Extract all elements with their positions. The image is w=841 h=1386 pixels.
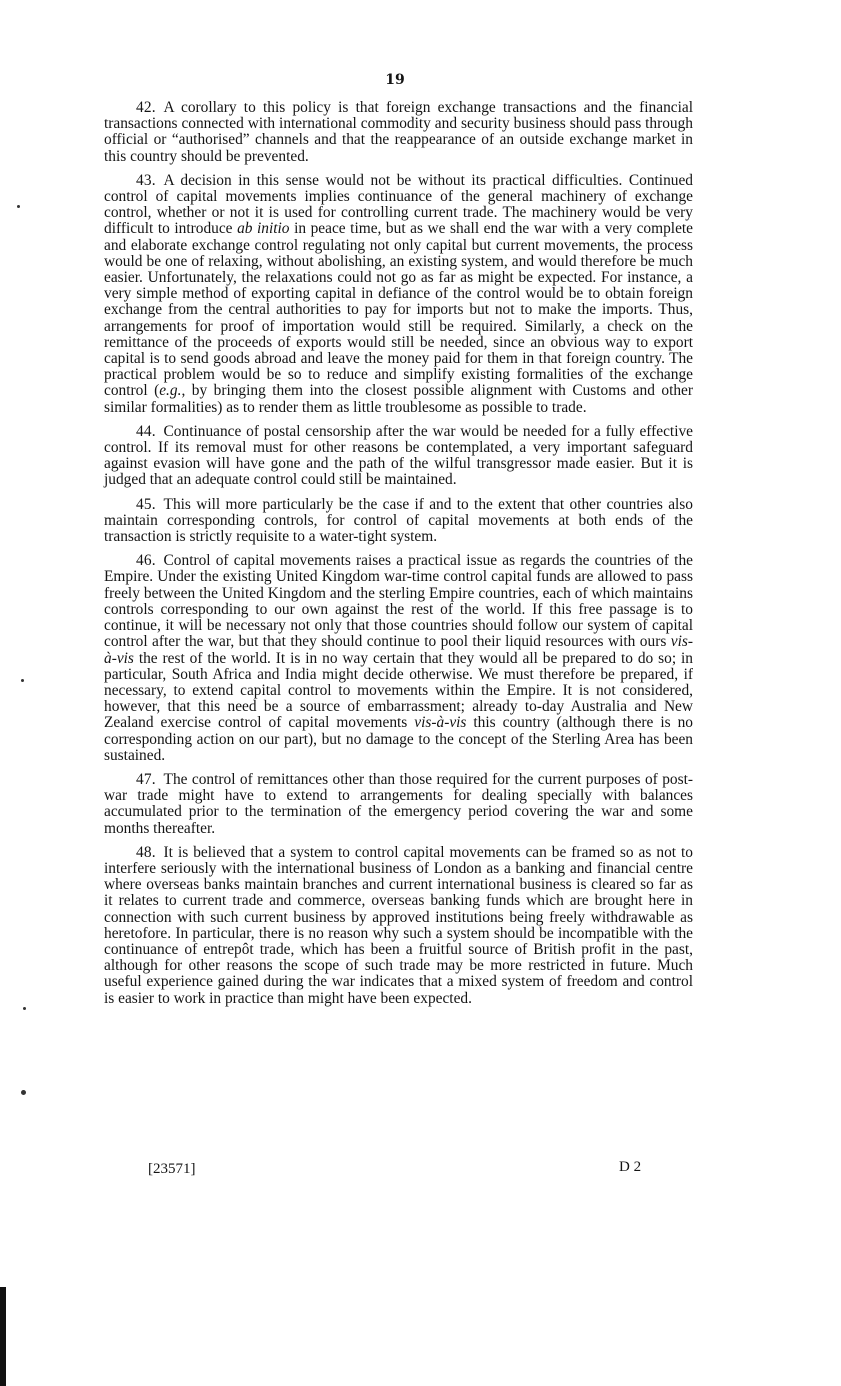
paragraph-number: 46. (136, 552, 156, 570)
paragraph-44 (104, 424, 693, 489)
italic-phrase: ab initio (237, 220, 290, 238)
paragraph-text: A decision in this sense would not be without its practical difficulties. Continued control of capital movements implies continuance of the general machinery of exchange control, whether or not it is used for controlling current trade. The machinery would be very difficult to introduce (104, 171, 693, 238)
body-text (104, 100, 693, 1015)
page-number: 19 (385, 72, 405, 88)
print-reference: [23571] (148, 1161, 196, 1177)
binding-shadow (0, 1287, 6, 1386)
paragraph-text: This will more particularly be the case if and to the extent that other countries also maintain corresponding controls, for control of capital movements at both ends of the transaction is strictly requisite to a water-tight system. (104, 495, 693, 546)
italic-phrase: e.g. (159, 382, 182, 400)
paragraph-46 (104, 553, 693, 764)
paragraph-48 (104, 845, 693, 1007)
paragraph-text: , by bringing them into the closest possible alignment with Customs and other similar formalities) as to render them as little troublesome as possible to trade. (104, 382, 693, 416)
paragraph-text: A corollary to this policy is that foreign exchange transactions and the financial transactions connected with international commodity and security business should pass through official or “authorised” channels and that the reappearance of an outside exchange market in this country should be prevented. (104, 99, 693, 165)
paragraph-number: 48. (136, 843, 156, 861)
paragraph-text: It is believed that a system to control capital movements can be framed so as not to interfere seriously with the international business of London as a banking and financial centre where overseas banks maintain branches and current international business is cleared so far as it relates to current trade and commerce, overseas banking funds which are brought here in connection with such current business by approved institutions being freely withdrawable as heretofore. In particular, there is no reason why such a system should be incompatible with the continuance of entrepôt trade, which has been a fruitful source of British profit in the past, although for other reasons the scope of such trade may be more restricted in future. Much useful experience gained during the war indicates that a mixed system of freedom and control is easier to work in practice than might have been expected. (104, 843, 693, 1007)
paragraph-text: Control of capital movements raises a practical issue as regards the countries of the Empire. Under the existing United Kingdom war-time control capital funds are allowed to pass freely between the United Kingdom and the sterling Empire countries, each of which maintains controls corresponding to our own against the rest of the world. If this free passage is to continue, it will be necessary not only that those countries should follow our system of capital control after the war, but that they should continue to pool their liquid resources with ours (104, 552, 693, 651)
paragraph-number: 45. (136, 495, 156, 513)
paragraph-number: 43. (136, 171, 156, 189)
paragraph-42 (104, 100, 693, 165)
paragraph-text: this country (although there is no corresponding action on our part), but no damage to the concept of the Sterling Area has been sustained. (104, 714, 693, 764)
margin-dot (21, 1090, 26, 1095)
sheet-signature: D 2 (619, 1159, 642, 1175)
italic-phrase: vis-à-vis (414, 714, 467, 732)
paragraph-47 (104, 772, 693, 837)
paragraph-text: the rest of the world. It is in no way certain that they would all be prepared to do so; in particular, South Africa and India might decide otherwise. We must therefore be prepared, if necessary, to extend capital control to movements within the Empire. It is not considered, however, that this need be a source of embarrassment; already to-day Australia and New Zealand exercise control of capital movements (104, 649, 693, 732)
margin-dot (21, 679, 24, 682)
margin-dot (23, 1007, 26, 1010)
paragraph-text: in peace time, but as we shall end the war with a very complete and elaborate exchange control regulating not only capital but current movements, the process would be one of relaxing, without abolishing, an existing system, and would therefore be much easier. Unfortunately, the relaxations could not go as far as might be expected. For instance, a very simple method of exporting capital in defiance of the control would be to obtain foreign exchange from the central authorities to pay for imports but not to make the imports. Thus, arrangements for proof of importation would still be required. Similarly, a check on the remittance of the proceeds of exports would still be needed, since an obvious way to export capital is to send goods abroad and leave the money paid for them in that foreign country. The practical problem would be so to reduce and simplify existing formalities of the exchange control ( (104, 220, 694, 400)
margin-dot (17, 205, 20, 208)
paragraph-43 (104, 173, 693, 416)
paragraph-number: 42. (136, 99, 156, 116)
paragraph-text: Continuance of postal censorship after the war would be needed for a fully effective control. If its removal must for other reasons be contemplated, a very important safeguard against evasion will have gone and the path of the wilful transgressor made easier. But it is judged that an adequate control could still be maintained. (104, 422, 693, 489)
paragraph-number: 44. (136, 422, 156, 440)
paragraph-45 (104, 497, 693, 546)
italic-phrase: vis-à-vis (104, 633, 693, 667)
paragraph-number: 47. (136, 770, 156, 788)
paragraph-text: The control of remittances other than those required for the current purposes of post-war trade might have to extend to arrangements for dealing specially with balances accumulated prior to the termination of the emergency period covering the war and some months thereafter. (104, 770, 693, 837)
